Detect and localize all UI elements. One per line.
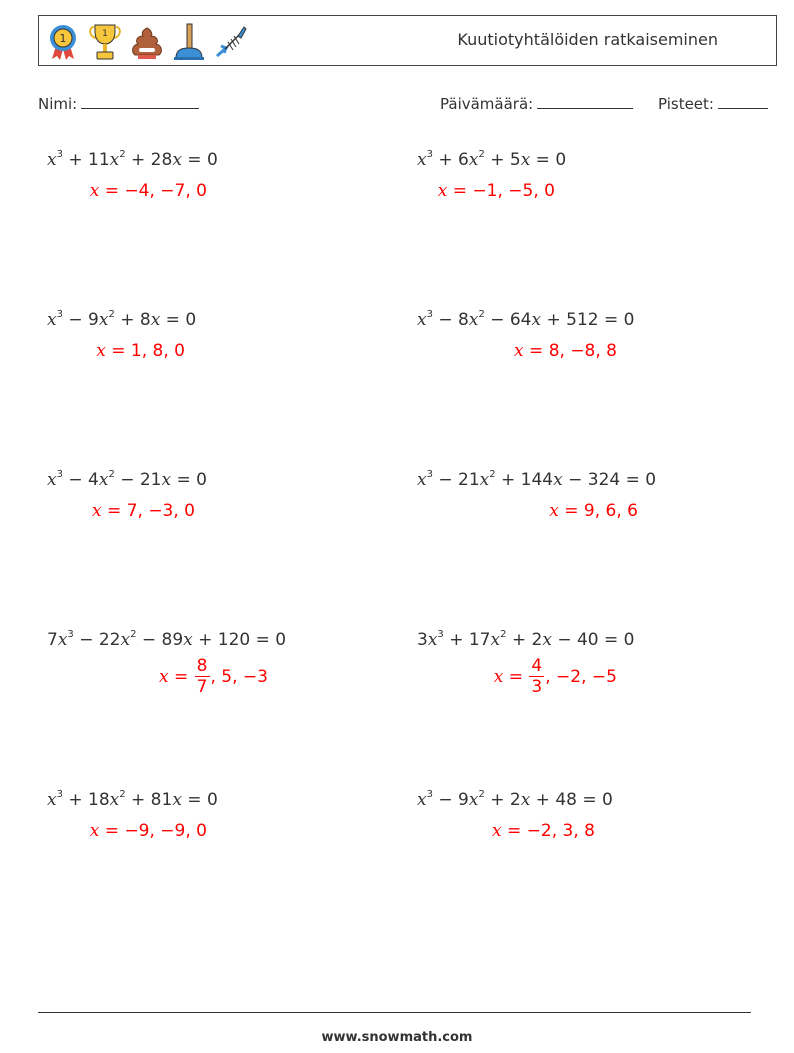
fishbone-icon	[213, 22, 249, 62]
poop-icon	[129, 22, 165, 62]
problem-answer: x = 8, −8, 8	[514, 341, 617, 361]
score-field	[658, 94, 768, 113]
score-blank	[718, 94, 768, 109]
header-icons	[45, 22, 249, 62]
problem-equation: $x^3 + 18x^2 + 81x = 0$	[47, 789, 218, 810]
problem-answer: x = $\frac{8}{7}$ , 5, −3	[159, 656, 268, 697]
problem-answer: x = 9, 6, 6	[549, 501, 638, 521]
name-field	[38, 94, 199, 113]
score-label: Pisteet:	[658, 95, 714, 113]
footer-url: www.snowmath.com	[321, 1030, 473, 1045]
problem-answer: x = −1, −5, 0	[437, 181, 555, 201]
problem-equation: $x^3 + 11x^2 + 28x = 0$	[47, 149, 218, 170]
problem-equation: $x^3 - 8x^2 - 64x + 512 = 0$	[417, 309, 635, 330]
date-blank	[537, 94, 633, 109]
plunger-icon	[171, 22, 207, 62]
problem-answer: x = 1, 8, 0	[96, 341, 185, 361]
svg-text:1: 1	[59, 32, 67, 45]
problem-equation: $x^3 + 6x^2 + 5x = 0$	[417, 149, 567, 170]
footer-divider	[38, 1012, 751, 1013]
problem-answer: x = −9, −9, 0	[89, 821, 207, 841]
trophy-icon	[87, 22, 123, 62]
problem-equation: $x^3 - 21x^2 + 144x - 324 = 0$	[417, 469, 657, 490]
date-label: Päivämäärä:	[440, 95, 534, 113]
worksheet-header	[38, 15, 777, 66]
problem-answer: x = −2, 3, 8	[492, 821, 595, 841]
date-field	[440, 94, 633, 113]
problem-answer: x = −4, −7, 0	[89, 181, 207, 201]
name-blank	[81, 94, 199, 109]
svg-text:1: 1	[102, 29, 108, 39]
problem-equation: $3x^3 + 17x^2 + 2x - 40 = 0$	[417, 629, 635, 650]
medal-icon	[45, 22, 81, 62]
fraction: $\frac{8}{7}$	[196, 656, 208, 697]
name-label: Nimi:	[38, 95, 78, 113]
problem-answer: x = $\frac{4}{3}$ , −2, −5	[493, 656, 617, 697]
problem-equation: $x^3 - 9x^2 + 2x + 48 = 0$	[417, 789, 613, 810]
fraction: $\frac{4}{3}$	[531, 656, 543, 697]
problem-equation: $7x^3 - 22x^2 - 89x + 120 = 0$	[47, 629, 287, 650]
worksheet-title: Kuutiotyhtälöiden ratkaiseminen	[457, 30, 718, 49]
problem-equation: $x^3 - 9x^2 + 8x = 0$	[47, 309, 197, 330]
problem-equation: $x^3 - 4x^2 - 21x = 0$	[47, 469, 207, 490]
problem-answer: x = 7, −3, 0	[92, 501, 195, 521]
